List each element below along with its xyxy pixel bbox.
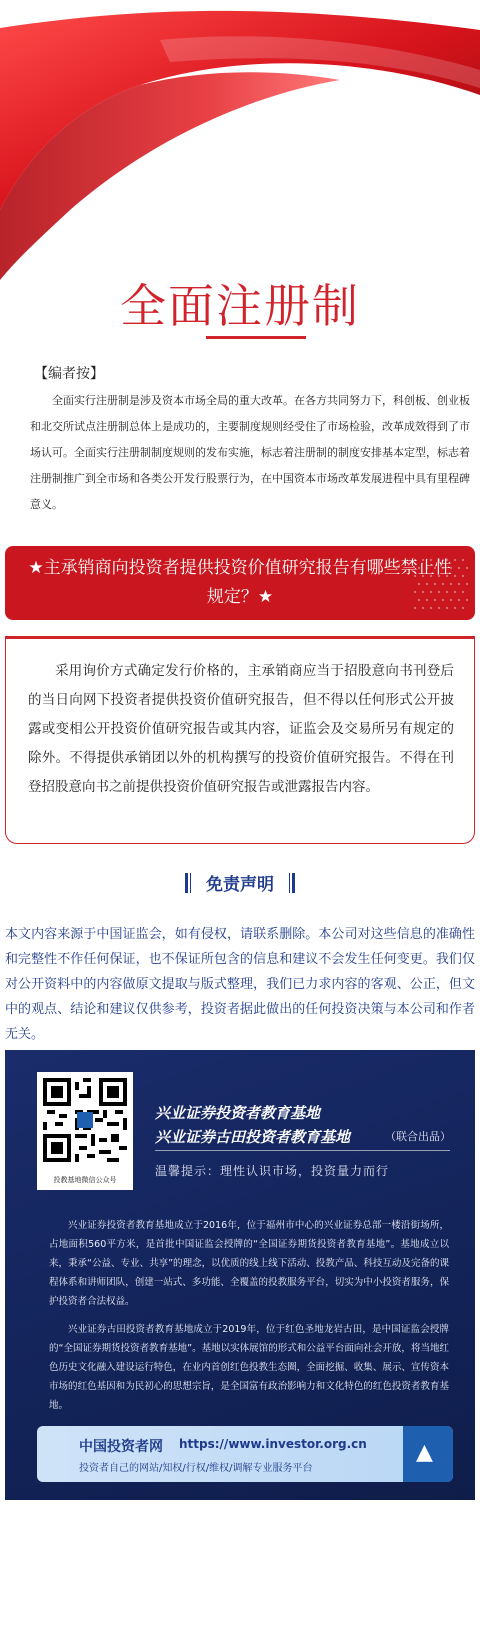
qr-caption: 投教基地微信公众号 [53,1176,117,1184]
heading-bar-decoration [289,873,290,893]
portal-name: 中国投资者网 [79,1439,163,1455]
investor-tip: 温馨提示：理性认识市场，投资量力而行 [155,1164,390,1178]
disclaimer-heading-text: 免责声明 [206,875,274,895]
qr-code[interactable] [37,1072,133,1190]
heading-bar-decoration [190,873,191,893]
editor-note-tag: 【编者按】 [34,366,104,382]
base-name-1: 兴业证券投资者教育基地 [155,1104,321,1122]
title-underline [206,336,306,339]
base-intro-paragraph-2: 兴业证券古田投资者教育基地成立于2019年，位于红色圣地龙岩古田，是中国证监会授牌的“全国证券期货投资者教育基地”。基地以实体展馆的形式和公益平台面向社会开放，将当地红色历史文化融入建设运行特色，在业内首创红色投教生态圈，全面挖掘、收集、展示、宣传资本市场的红色基因和为民初心的思想宗旨，是全国富有政治影响力和文化特色的红色投资者教育基地。 [49,1324,449,1411]
investor-education-card [5,1050,475,1500]
red-ribbon-decoration [0,0,480,300]
question-banner [5,546,475,620]
heading-bar-decoration [185,873,188,893]
portal-url-link[interactable]: https://www.investor.org.cn [179,1437,367,1451]
card-divider [155,1150,450,1151]
editor-note-text: 全面实行注册制是涉及资本市场全局的重大改革。在各方共同努力下，科创板、创业板和北交所试点注册制总体上是成功的，主要制度规则经受住了市场检验，改革成效得到了市场认可。全面实行注册制制度规则的发布实施，标志着注册制的制度安排基本定型，标志着注册制推广到全市场和各类公开发行股票行为，在中国资本市场改革发展进程中具有里程碑意义。 [30,394,470,511]
base-intro-paragraph-1: 兴业证券投资者教育基地成立于2016年，位于福州市中心的兴业证券总部一楼沿街场所，占地面积560平方米，是首批中国证监会授牌的“全国证券期货投资者教育基地”。基地成立以来，秉承“公益、专业、共享”的理念，以优质的线上线下活动、投教产品、科技互动及完备的课程体系和讲师团队，创建一站式、多功能、全覆盖的投教服务平台，切实为中小投资者服务，保护投资者合法权益。 [49,1220,449,1307]
investor-portal-banner[interactable] [37,1426,453,1482]
disclaimer-heading [0,870,480,895]
portal-slogan: 投资者自己的网站/知权/行权/维权/调解专业服务平台 [79,1463,313,1474]
joint-production-label: （联合出品） [385,1130,451,1143]
heading-bar-decoration [292,873,295,893]
qr-code-icon [43,1078,127,1162]
answer-box [5,636,475,844]
answer-text: 采用询价方式确定发行价格的，主承销商应当于招股意向书刊登后的当日向网下投资者提供投资价值研究报告，但不得以任何形式公开披露或变相公开投资价值研究报告或其内容，证监会及交易所另有规定的除外。不得提供承销团以外的机构撰写的投资价值研究报告。不得在刊登招股意向书之前提供投资价值研究报告或泄露报告内容。 [28,663,454,795]
page-title: 全面注册制 [120,279,360,333]
question-banner-text: ★主承销商向投资者提供投资价值研究报告有哪些禁止性规定？★ [28,558,452,607]
base-name-2: 兴业证券古田投资者教育基地 [155,1128,351,1146]
graduation-cap-icon: ▲ [403,1426,453,1482]
disclaimer-text: 本文内容来源于中国证监会，如有侵权，请联系删除。本公司对这些信息的准确性和完整性不作任何保证，也不保证所包含的信息和建议不会发生任何变更。我们仅对公开资料中的内容做原文提取与版式整理，我们已力求内容的客观、公正，但文中的观点、结论和建议仅供参考，投资者据此做出的任何投资决策与本公司和作者无关。 [5,927,475,1042]
